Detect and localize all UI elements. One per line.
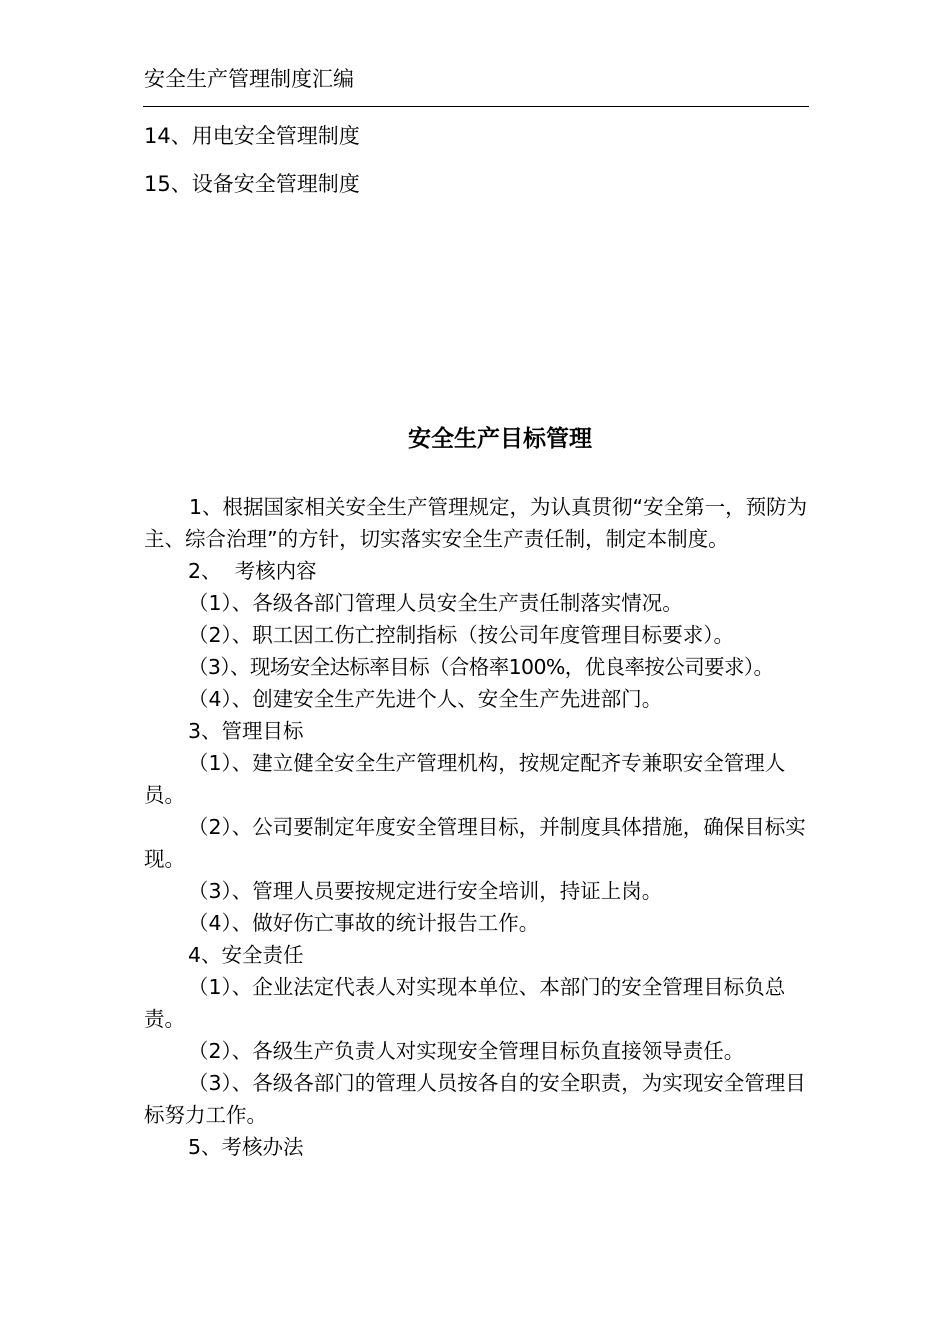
safety-responsibility-item: （1）、企业法定代表人对实现本单位、本部门的安全管理目标负总责。 <box>144 975 786 1031</box>
safety-responsibility-item: （3）、各级各部门的管理人员按各自的安全职责，为实现安全管理目标努力工作。 <box>144 1071 806 1127</box>
header-divider <box>143 106 809 107</box>
management-goals-item: （1）、建立健全安全生产管理机构，按规定配齐专兼职安全管理人员。 <box>144 751 786 807</box>
safety-responsibility-item: （2）、各级生产负责人对实现安全管理目标负直接领导责任。 <box>188 1039 745 1063</box>
assessment-content-item: （3）、现场安全达标率目标（合格率100%，优良率按公司要求）。 <box>188 655 774 679</box>
running-header: 安全生产管理制度汇编 <box>144 67 354 91</box>
toc-list <box>144 121 360 217</box>
management-goals-item: （4）、做好伤亡事故的统计报告工作。 <box>188 911 540 935</box>
toc-item: 15、设备安全管理制度 <box>144 172 360 196</box>
assessment-content-item: （2）、职工因工伤亡控制指标（按公司年度管理目标要求）。 <box>188 623 735 647</box>
management-goals-heading: 3、管理目标 <box>188 719 304 743</box>
section-body <box>144 491 810 1163</box>
management-goals-item: （3）、管理人员要按规定进行安全培训，持证上岗。 <box>188 879 663 903</box>
safety-responsibility-heading: 4、安全责任 <box>188 943 304 967</box>
assessment-content-item: （1）、各级各部门管理人员安全生产责任制落实情况。 <box>188 591 683 615</box>
intro-paragraph: 1、根据国家相关安全生产管理规定，为认真贯彻“安全第一，预防为主、综合治理”的方针，切实落实安全生产责任制，制定本制度。 <box>144 495 808 551</box>
section-title: 安全生产目标管理 <box>408 426 592 452</box>
assessment-method-heading: 5、考核办法 <box>188 1135 304 1159</box>
assessment-content-item: （4）、创建安全生产先进个人、安全生产先进部门。 <box>188 687 663 711</box>
toc-item: 14、用电安全管理制度 <box>144 124 360 148</box>
management-goals-item: （2）、公司要制定年度安全管理目标，并制度具体措施，确保目标实现。 <box>144 815 806 871</box>
assessment-content-heading: 2、 考核内容 <box>188 559 317 583</box>
